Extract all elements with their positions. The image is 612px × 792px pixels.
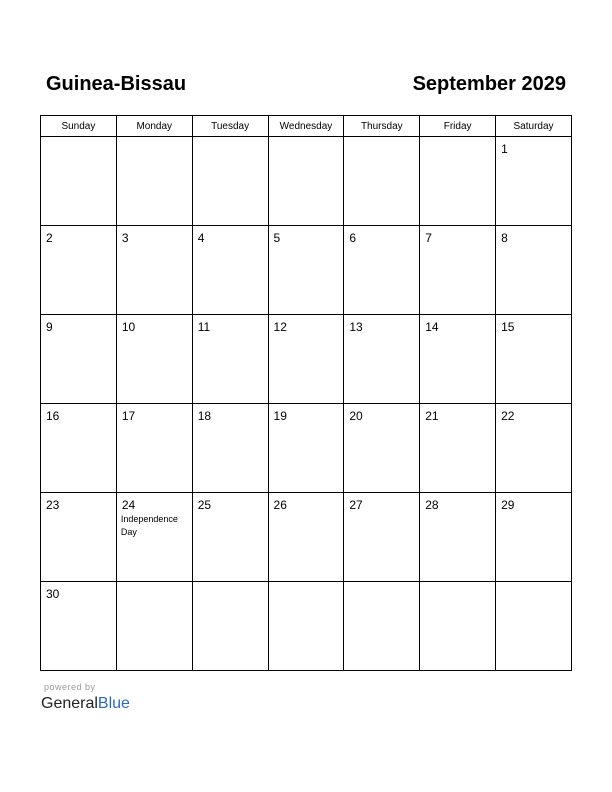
day-cell-26	[268, 493, 344, 582]
weekday-monday: Monday	[116, 116, 192, 137]
day-cell-5	[268, 226, 344, 315]
day-number: 25	[197, 498, 212, 512]
calendar-body	[41, 137, 572, 671]
day-cell-22	[496, 404, 572, 493]
empty-day-cell	[420, 582, 496, 671]
empty-day-cell	[116, 582, 192, 671]
day-number: 11	[197, 320, 211, 334]
day-number: 7	[425, 231, 432, 245]
country-title: Guinea-Bissau	[46, 73, 187, 95]
day-cell-21	[420, 404, 496, 493]
day-number: 26	[273, 498, 287, 512]
empty-day-cell	[268, 582, 344, 671]
day-number: 16	[46, 409, 60, 423]
day-cell-12	[268, 315, 344, 404]
day-cell-20	[344, 404, 420, 493]
day-cell-3	[116, 226, 192, 315]
day-number: 15	[501, 320, 515, 334]
weekday-friday: Friday	[420, 116, 496, 137]
weekday-thursday: Thursday	[344, 116, 420, 137]
day-number: 13	[349, 320, 363, 334]
calendar-grid	[40, 115, 572, 671]
day-number: 22	[501, 409, 515, 423]
day-cell-24	[116, 493, 192, 582]
powered-by-text: powered by	[44, 682, 96, 692]
month-title: September 2029	[412, 73, 566, 95]
empty-day-cell	[496, 582, 572, 671]
empty-day-cell	[192, 582, 268, 671]
empty-day-cell	[344, 582, 420, 671]
day-number: 14	[425, 320, 439, 334]
day-number: 18	[197, 409, 212, 423]
day-cell-25	[192, 493, 268, 582]
brand-logo[interactable]	[41, 694, 130, 714]
week-row	[41, 315, 572, 404]
day-cell-17	[116, 404, 192, 493]
day-cell-8	[496, 226, 572, 315]
day-cell-18	[192, 404, 268, 493]
day-number: 30	[46, 587, 60, 601]
day-number: 29	[501, 498, 515, 512]
day-number: 24	[121, 498, 136, 512]
brand-general: General	[41, 695, 98, 712]
empty-day-cell	[420, 137, 496, 226]
day-number: 5	[273, 231, 281, 245]
day-cell-19	[268, 404, 344, 493]
week-row	[41, 582, 572, 671]
day-number: 4	[197, 231, 205, 245]
day-number: 8	[501, 231, 508, 245]
empty-day-cell	[268, 137, 344, 226]
brand-blue: Blue	[97, 695, 130, 712]
day-number: 20	[349, 409, 363, 423]
day-number: 3	[121, 231, 129, 245]
day-cell-2	[41, 226, 117, 315]
day-cell-28	[420, 493, 496, 582]
week-row	[41, 137, 572, 226]
empty-day-cell	[116, 137, 192, 226]
week-row	[41, 226, 572, 315]
day-number: 1	[501, 142, 508, 156]
day-cell-29	[496, 493, 572, 582]
day-cell-7	[420, 226, 496, 315]
day-cell-6	[344, 226, 420, 315]
week-row	[41, 404, 572, 493]
day-number: 6	[349, 231, 357, 245]
empty-day-cell	[192, 137, 268, 226]
day-number: 19	[273, 409, 287, 423]
holiday-label: Independence Day	[120, 514, 178, 537]
day-cell-4	[192, 226, 268, 315]
day-cell-14	[420, 315, 496, 404]
day-cell-15	[496, 315, 572, 404]
empty-day-cell	[344, 137, 420, 226]
weekday-header-row	[41, 116, 572, 137]
day-cell-11	[192, 315, 268, 404]
day-cell-16	[41, 404, 117, 493]
day-number: 2	[46, 231, 53, 245]
weekday-saturday: Saturday	[496, 116, 572, 137]
day-number: 28	[425, 498, 439, 512]
day-number: 17	[121, 409, 136, 423]
day-cell-13	[344, 315, 420, 404]
day-cell-9	[41, 315, 117, 404]
day-number: 27	[349, 498, 363, 512]
day-number: 10	[121, 320, 136, 334]
day-cell-23	[41, 493, 117, 582]
day-cell-27	[344, 493, 420, 582]
empty-day-cell	[41, 137, 117, 226]
day-number: 9	[46, 320, 53, 334]
day-number: 12	[273, 320, 287, 334]
day-cell-10	[116, 315, 192, 404]
day-cell-1	[496, 137, 572, 226]
week-row	[41, 493, 572, 582]
weekday-sunday: Sunday	[41, 116, 117, 137]
weekday-wednesday: Wednesday	[268, 116, 344, 137]
day-cell-30	[41, 582, 117, 671]
weekday-tuesday: Tuesday	[192, 116, 268, 137]
day-number: 21	[425, 409, 439, 423]
day-number: 23	[46, 498, 60, 512]
